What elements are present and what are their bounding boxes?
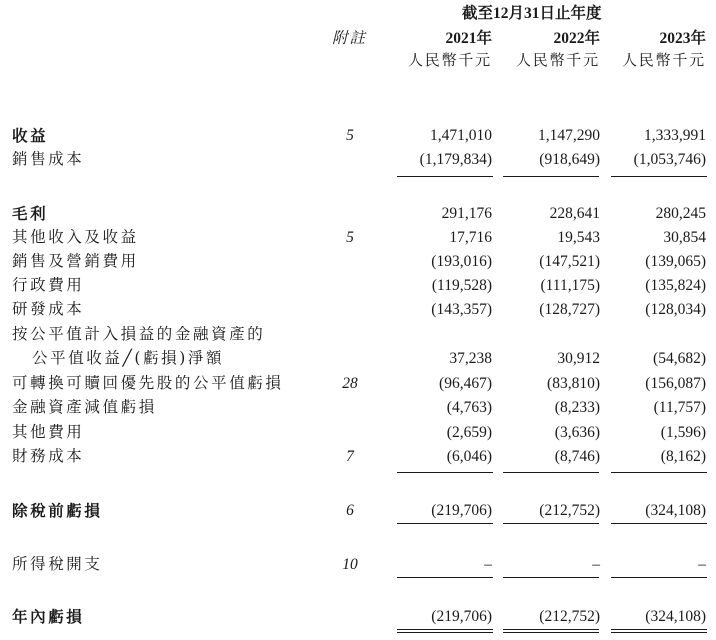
row-value-2022: (918,649) [539, 151, 600, 168]
row-value-2023: (8,162) [660, 448, 706, 465]
subtotal-rule [611, 577, 707, 578]
row-value-2023: (324,108) [645, 608, 706, 625]
row-label-selling-expenses: 銷售及營銷費用 [12, 252, 139, 270]
unit-header-2023: 人民幣千元 [621, 53, 706, 69]
row-value-2021: (4,763) [446, 399, 492, 416]
row-value-2023: – [698, 556, 706, 573]
row-value-2022: (111,175) [540, 277, 600, 294]
row-value-2023: (324,108) [645, 502, 706, 519]
subtotal-rule [397, 472, 493, 473]
row-value-2021: – [484, 556, 492, 573]
subtotal-rule [503, 523, 599, 524]
subtotal-rule [503, 176, 599, 177]
row-value-2021: 17,716 [449, 229, 492, 246]
subtotal-rule [397, 176, 493, 177]
row-label-other-expenses: 其他費用 [12, 423, 85, 441]
row-value-2022: (212,752) [539, 608, 600, 625]
row-value-2023: 280,245 [655, 205, 706, 222]
subtotal-rule [503, 577, 599, 578]
row-label-fvtpl-line1: 按公平值計入損益的金融資產的 [12, 325, 266, 343]
row-value-2023: 30,854 [663, 229, 706, 246]
row-value-2023: (128,034) [645, 301, 706, 318]
row-value-2022: (83,810) [547, 375, 600, 392]
row-value-2023: (54,682) [653, 350, 706, 367]
row-value-2021: (96,467) [439, 375, 492, 392]
row-label-admin-expenses: 行政費用 [12, 276, 85, 294]
row-label-other-income: 其他收入及收益 [12, 228, 139, 246]
note-column-header: 附註 [332, 29, 368, 47]
row-label-preferred-shares-loss: 可轉換可贖回優先股的公平值虧損 [12, 374, 284, 392]
row-value-2022: (212,752) [539, 502, 600, 519]
total-double-rule [611, 629, 707, 630]
row-label-fvtpl-line2: 公平值收益╱(虧損)淨額 [32, 349, 225, 367]
row-label-revenue: 收益 [12, 126, 49, 145]
period-header: 截至12月31日止年度 [462, 5, 602, 22]
row-value-2022: 30,912 [557, 350, 600, 367]
row-label-finance-costs: 財務成本 [12, 447, 85, 465]
unit-header-2021: 人民幣千元 [407, 53, 492, 69]
row-value-2021: 1,471,010 [430, 127, 492, 144]
row-value-2023: 1,333,991 [644, 127, 706, 144]
row-label-income-tax: 所得稅開支 [12, 555, 103, 573]
unit-header-2022: 人民幣千元 [515, 53, 600, 69]
row-note: 10 [342, 556, 358, 573]
row-note: 5 [346, 127, 354, 144]
subtotal-rule [397, 577, 493, 578]
row-value-2023: (1,596) [660, 424, 706, 441]
row-label-cost-of-sales: 銷售成本 [12, 150, 85, 168]
row-value-2021: (1,179,834) [419, 151, 492, 168]
row-value-2023: (1,053,746) [633, 151, 706, 168]
row-value-2021: 37,238 [449, 350, 492, 367]
row-value-2022: 228,641 [549, 205, 600, 222]
subtotal-rule [611, 176, 707, 177]
row-value-2022: 1,147,290 [538, 127, 600, 144]
subtotal-rule [611, 523, 707, 524]
row-value-2021: (119,528) [431, 277, 492, 294]
row-label-impairment-loss: 金融資產減值虧損 [12, 398, 157, 416]
row-value-2022: (128,727) [539, 301, 600, 318]
row-value-2023: (139,065) [645, 253, 706, 270]
row-value-2021: 291,176 [441, 205, 492, 222]
year-header-2021: 2021年 [445, 30, 492, 47]
total-double-rule [503, 629, 599, 630]
row-value-2022: (3,636) [554, 424, 600, 441]
row-value-2022: (8,746) [554, 448, 600, 465]
total-double-rule [397, 629, 493, 630]
row-value-2023: (11,757) [653, 399, 706, 416]
row-value-2021: (2,659) [446, 424, 492, 441]
row-value-2023: (156,087) [645, 375, 706, 392]
row-value-2022: – [592, 556, 600, 573]
row-value-2022: (147,521) [539, 253, 600, 270]
year-header-2022: 2022年 [553, 30, 600, 47]
row-value-2022: (8,233) [554, 399, 600, 416]
row-note: 7 [346, 448, 354, 465]
subtotal-rule [397, 523, 493, 524]
row-value-2021: (6,046) [446, 448, 492, 465]
subtotal-rule [503, 472, 599, 473]
subtotal-rule [611, 472, 707, 473]
row-value-2023: (135,824) [645, 277, 706, 294]
row-note: 6 [346, 502, 354, 519]
row-value-2022: 19,543 [557, 229, 600, 246]
row-label-rd-costs: 研發成本 [12, 300, 85, 318]
total-double-rule [503, 632, 599, 633]
total-double-rule [397, 632, 493, 633]
row-note: 28 [342, 375, 358, 392]
row-value-2021: (219,706) [431, 502, 492, 519]
row-note: 5 [346, 229, 354, 246]
row-value-2021: (143,357) [431, 301, 492, 318]
total-double-rule [611, 632, 707, 633]
row-value-2021: (219,706) [431, 608, 492, 625]
row-label-gross-profit: 毛利 [12, 204, 49, 223]
row-label-loss-before-tax: 除稅前虧損 [12, 501, 103, 520]
row-value-2021: (193,016) [431, 253, 492, 270]
row-label-loss-for-year: 年內虧損 [12, 607, 85, 626]
year-header-2023: 2023年 [659, 30, 706, 47]
